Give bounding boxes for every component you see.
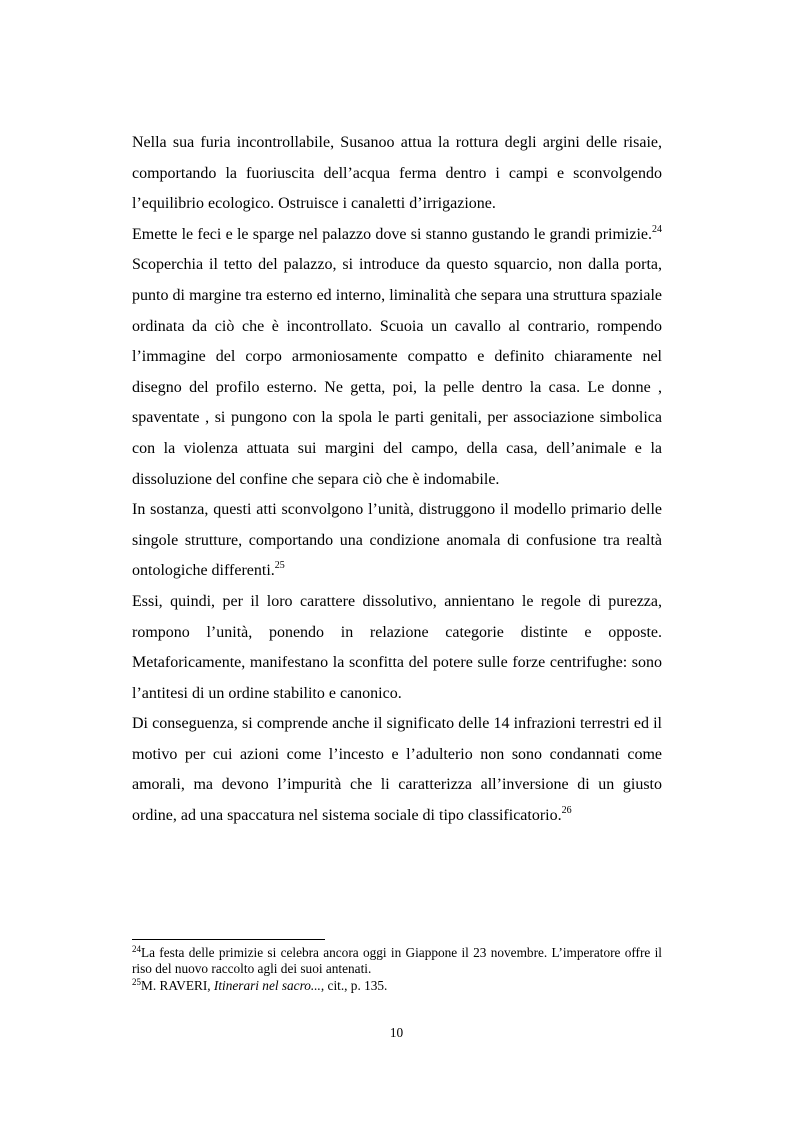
- page-number: 10: [389, 1025, 404, 1040]
- footnote-24-text: La festa delle primizie si celebra ancora oggi in Giappone il 23 novembre. L’imperatore offre il riso del nuovo raccolto agli dei suoi antenati.: [132, 945, 662, 977]
- footnote-ref-24[interactable]: 24: [652, 223, 662, 235]
- paragraph-2: [132, 220, 662, 495]
- footnote-ref-25[interactable]: 25: [274, 560, 285, 572]
- footnote-25-title: Itinerari nel sacro...: [213, 977, 321, 993]
- paragraph-4: [132, 587, 662, 709]
- paragraph-5-text: Di conseguenza, si comprende anche il significato delle 14 infrazioni terrestri ed il motivo per cui azioni come l’incesto e l’adulterio non sono condannati come amorali, ma devono l’impurità che li caratterizza all’inversione di un giusto ordine, ad una spaccatura nel sistema sociale di tipo classificatorio.: [132, 715, 662, 825]
- footnote-25: [132, 978, 662, 994]
- footnote-24: [132, 945, 662, 978]
- paragraph-2-text-before: Emette le feci e le sparge nel palazzo dove si stanno gustando le grandi primizie.: [132, 225, 652, 243]
- body-text: [132, 128, 662, 832]
- footnote-25-rest: , cit., p. 135.: [320, 977, 388, 993]
- paragraph-4-text: Essi, quindi, per il loro carattere dissolutivo, annientano le regole di purezza, rompono l’unità, ponendo in relazione categorie distinte e opposte. Metaforicamente, manifestano la sconfitta del potere sulle forze centrifughe: sono l’antitesi di un ordine stabilito e canonico.: [132, 592, 662, 702]
- footnotes: [132, 945, 662, 994]
- paragraph-3: [132, 495, 662, 587]
- footnote-separator: [132, 939, 325, 940]
- footnote-ref-26[interactable]: 26: [561, 805, 572, 817]
- paragraph-2-text-after: Scoperchia il tetto del palazzo, si introduce da questo squarcio, non dalla porta, punto di margine tra esterno ed interno, liminalità che separa una struttura spaziale ordinata da ciò che è incontrollato. Scuoia un cavallo al contrario, rompendo l’immagine del corpo armoniosamente compatto e definito chiaramente nel disegno del profilo esterno. Ne getta, poi, la pelle dentro la casa. Le donne , spaventate , si pungono con la spola le parti genitali, per associazione simbolica con la violenza attuata sui margini del campo, della casa, dell’animale e la dissoluzione del confine che separa ciò che è indomabile.: [132, 256, 662, 488]
- paragraph-1: [132, 128, 662, 220]
- footnote-24-number: 24: [132, 944, 141, 954]
- footnote-25-author: M. RAVERI,: [141, 977, 214, 993]
- paragraph-3-text: In sostanza, questi atti sconvolgono l’unità, distruggono il modello primario delle singole strutture, comportando una condizione anomala di confusione tra realtà ontologiche differenti.: [132, 501, 662, 580]
- paragraph-5: [132, 709, 662, 831]
- footnote-25-number: 25: [132, 976, 141, 987]
- paragraph-1-text: Nella sua furia incontrollabile, Susanoo attua la rottura degli argini delle risaie, comportando la fuoriuscita dell’acqua ferma dentro i campi e sconvolgendo l’equilibrio ecologico. Ostruisce i canaletti d’irrigazione.: [132, 134, 662, 213]
